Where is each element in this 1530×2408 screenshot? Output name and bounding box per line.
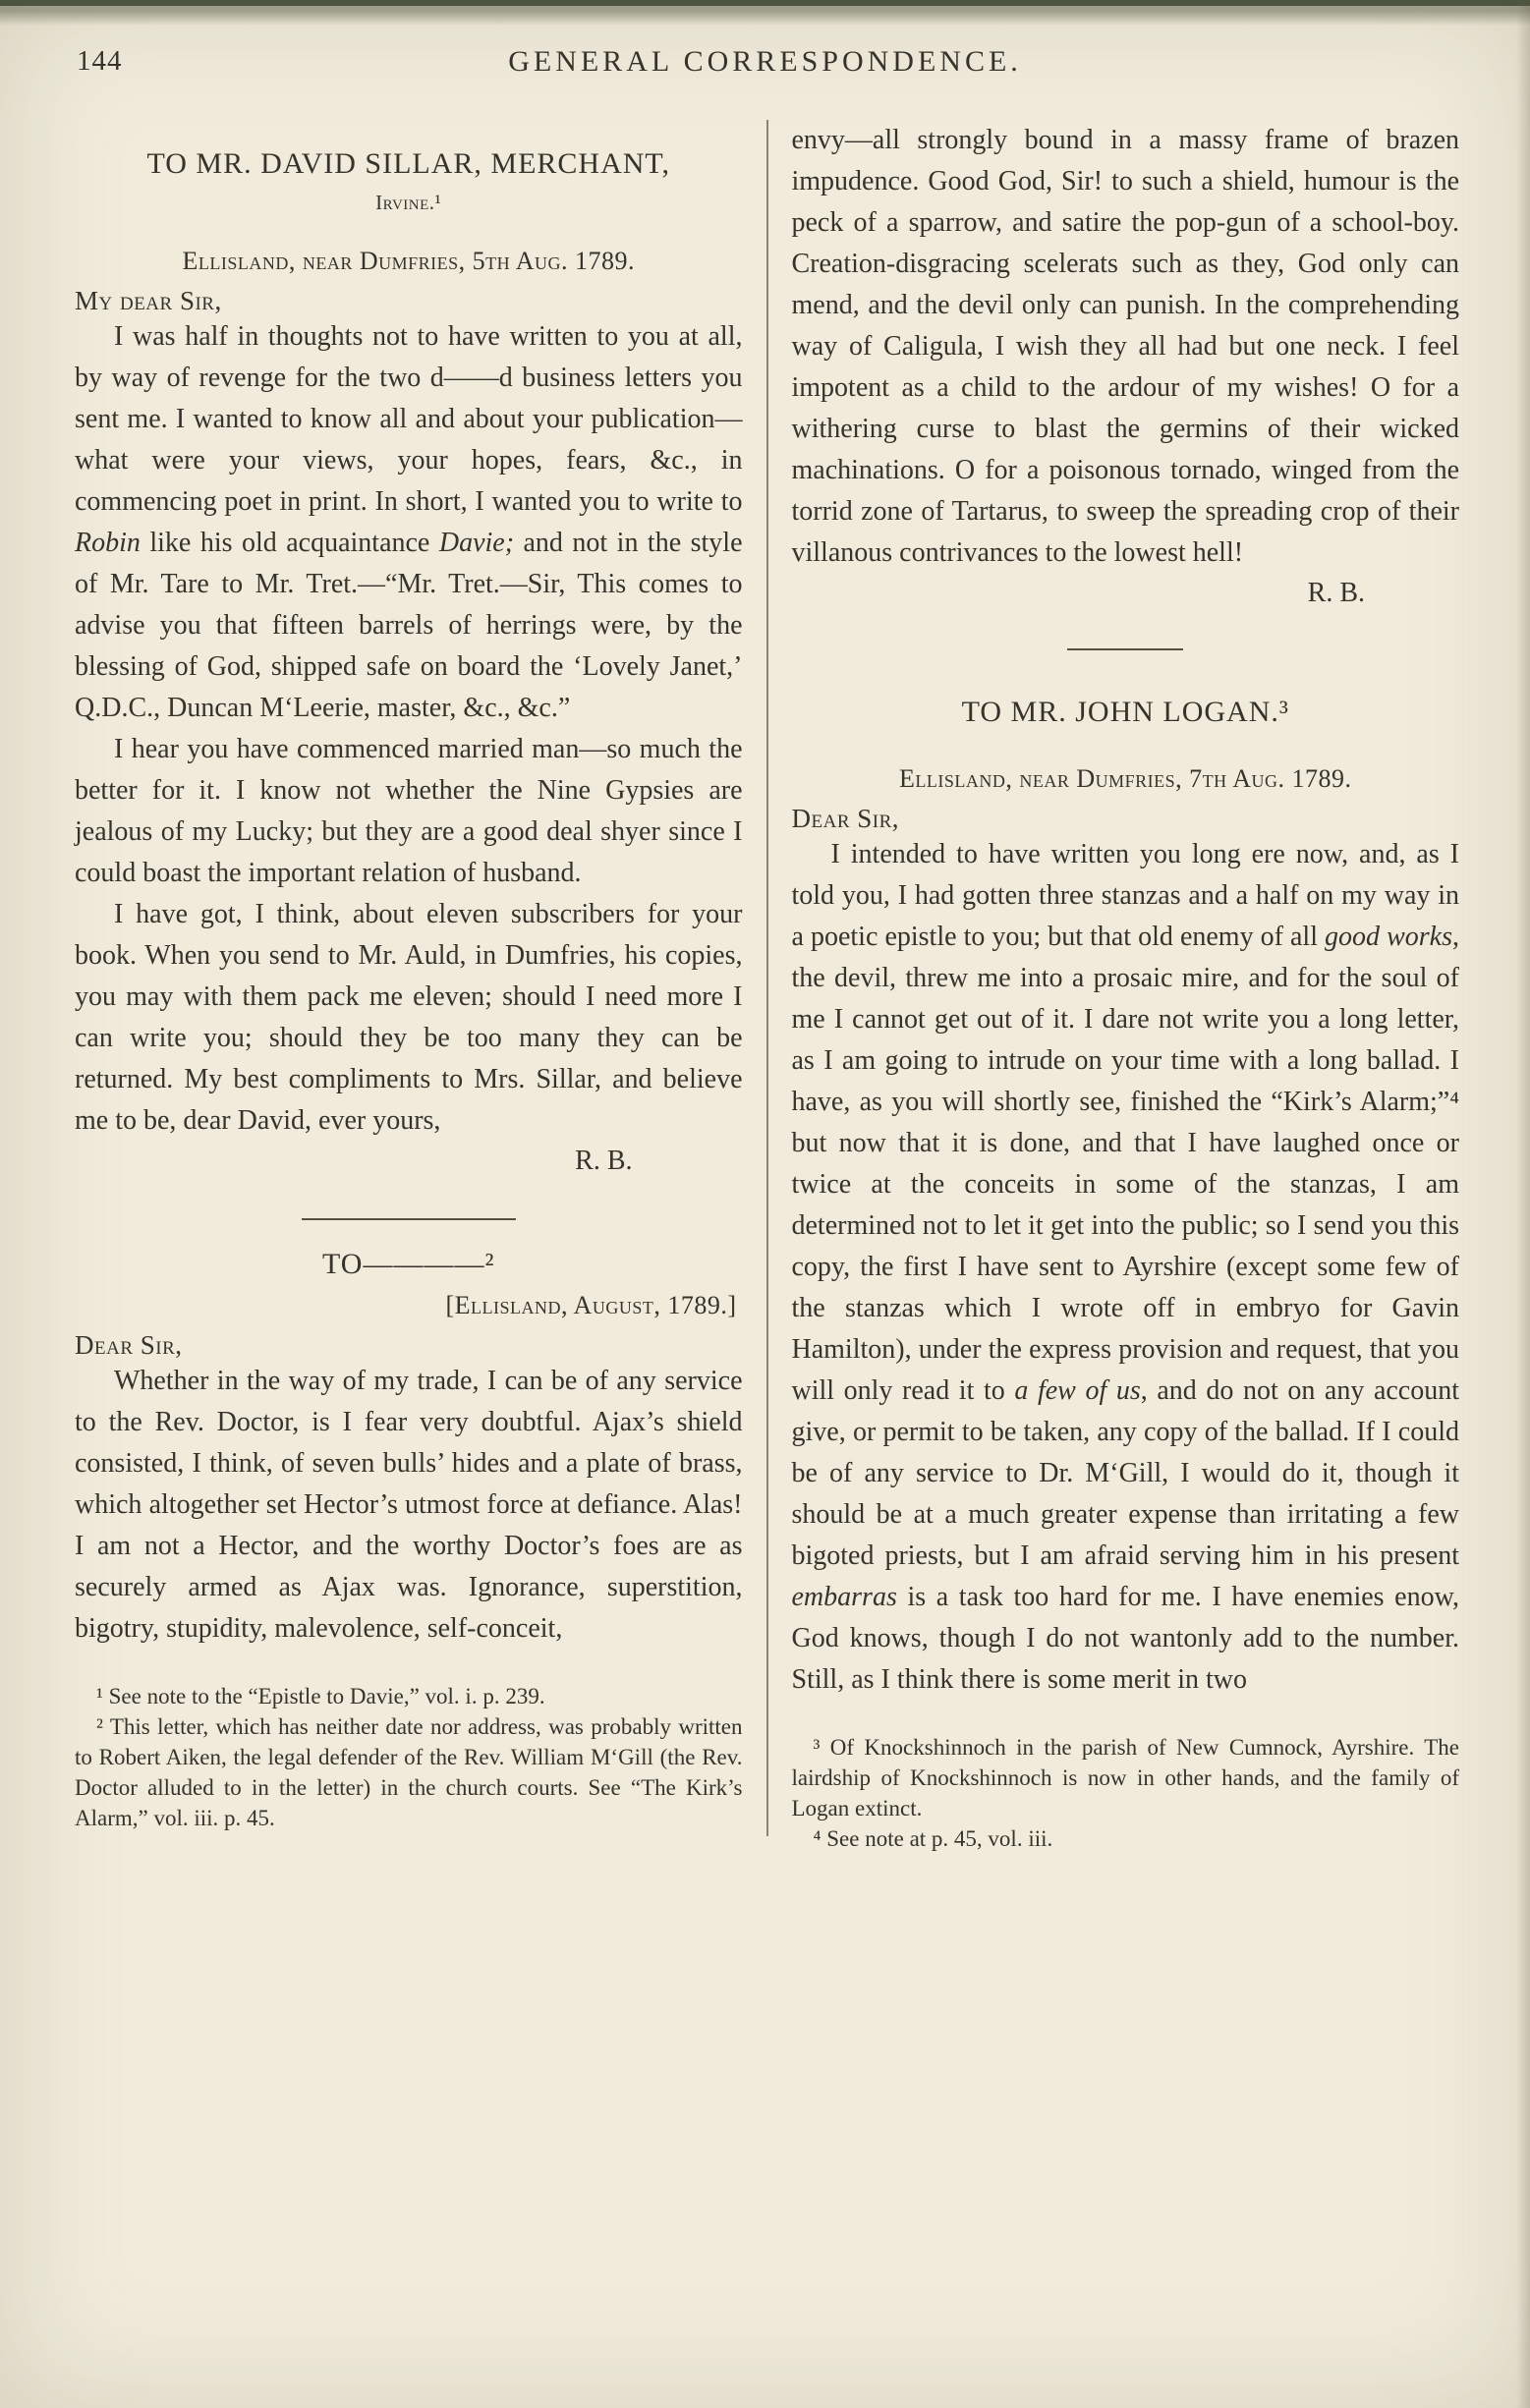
letter2-dateline: [Ellisland, August, 1789.] bbox=[445, 1291, 737, 1319]
letter3-paragraph: I intended to have written you long ere now, and, as I told you, I had gotten three stanzas and a half on my way in a poetic epistle to you; but that old enemy of all good works, the devil, threw me into a prosaic mire, and for the soul of me I cannot get out of it. I dare not write you a long letter, as I am going to intrude on your time with a long ballad. I have, as you will shortly see, finished the “Kirk’s Alarm;”⁴ but now that it is done, and that I have laughed once or twice at the conceits in some of the stanzas, I am determined not to let it get into the public; so I send you this copy, the first I have sent to Ayrshire (except some few of the stanzas which I wrote off in embryo for Gavin Hamilton), under the express provision and request, that you will only read it to a few of us, and do not on any account give, or permit to be taken, any copy of the ballad. If I could be of any service to Dr. M‘Gill, I would do it, though it should be at a much greater expense than irritating a few bigoted priests, but I am afraid serving him in his present embarras is a task too hard for me. I have enemies enow, God knows, though I do not wantonly add to the number. Still, as I think there is some merit in two bbox=[791, 839, 1460, 1695]
footnote-4: ⁴ See note at p. 45, vol. iii. bbox=[813, 1826, 1053, 1851]
letter2-paragraph: Whether in the way of my trade, I can be of any service to the Rev. Doctor, is I fear very doubtful. Ajax’s shield consisted, I think, of seven bulls’ hides and a plate of brass, which altogether set Hector’s utmost force at defiance. Alas! I am not a Hector, and the worthy Doctor’s foes are as securely armed as Ajax was. Ignorance, superstition, bigotry, stupidity, malevolence, self-conceit, bbox=[75, 1366, 743, 1644]
letter1-title: TO MR. DAVID SILLAR, MERCHANT, bbox=[146, 147, 671, 180]
footnote-2: ² This letter, which has neither date nor address, was probably written to Robert Aiken, the legal defender of the Rev. William M‘Gill (the Rev. Doctor alluded to in the letter) in the church courts. See “The Kirk’s Alarm,” vol. iii. p. 45. bbox=[75, 1714, 743, 1830]
footnote-3: ³ Of Knockshinnoch in the parish of New Cumnock, Ayrshire. The lairdship of Knockshinnoch is now in other hands, and the family of Logan extinct. bbox=[791, 1735, 1459, 1820]
two-column-body bbox=[75, 120, 1459, 1854]
letter-divider-rule bbox=[302, 1218, 516, 1220]
letter2-title: TO————² bbox=[322, 1248, 495, 1280]
letter1-dateline: Ellisland, near Dumfries, 5th Aug. 1789. bbox=[182, 247, 635, 275]
letter1-salutation: My dear Sir, bbox=[75, 286, 222, 315]
letter1-paragraph: I was half in thoughts not to have written to you at all, by way of revenge for the two d——d business letters you sent me. I wanted to know all and about your publication—what were your views, your hopes, fears, &c., in commencing poet in print. In short, I wanted you to write to Robin like his old acquaintance Davie; and not in the style of Mr. Tare to Mr. Tret.—“Mr. Tret.—Sir, This comes to advise you that fifteen barrels of herrings were, by the blessing of God, shipped safe on board the ‘Lovely Janet,’ Q.D.C., Duncan M‘Leerie, master, &c., &c.” bbox=[75, 321, 743, 723]
letter3-salutation: Dear Sir, bbox=[791, 804, 900, 833]
letter3-dateline: Ellisland, near Dumfries, 7th Aug. 1789. bbox=[899, 764, 1352, 793]
letter1-paragraph: I have got, I think, about eleven subscribers for your book. When you send to Mr. Auld, in Dumfries, his copies, you may with them pack me eleven; should I need more I can write you; should they be too many they can be returned. My best compliments to Mrs. Sillar, and believe me to be, dear David, ever yours, bbox=[75, 899, 743, 1136]
letter2-signature: R. B. bbox=[1307, 578, 1365, 608]
letter2-continuation-paragraph: envy—all strongly bound in a massy frame of brazen impudence. Good God, Sir! to such a shield, humour is the peck of a sparrow, and satire the pop-gun of a school-boy. Creation-disgracing scelerats such as they, God only can mend, and the devil only can punish. In the comprehending way of Caligula, I wish they all had but one neck. I feel impotent as a child to the ardour of my wishes! O for a withering curse to blast the germins of their wicked machinations. O for a poisonous tornado, winged from the torrid zone of Tartarus, to sweep the spreading crop of their villanous contrivances to the lowest hell! bbox=[791, 125, 1459, 568]
letter-divider-rule bbox=[1067, 648, 1183, 650]
letter3-title: TO MR. JOHN LOGAN.³ bbox=[961, 696, 1289, 728]
letter1-signature: R. B. bbox=[575, 1146, 633, 1176]
right-footnotes bbox=[792, 1732, 1460, 1854]
running-head bbox=[0, 0, 1530, 96]
left-column bbox=[75, 120, 766, 1854]
page-number: 144 bbox=[77, 45, 123, 77]
right-column bbox=[768, 120, 1460, 1854]
letter1-subtitle: Irvine.¹ bbox=[375, 191, 442, 214]
footnote-1: ¹ See note to the “Epistle to Davie,” vol. i. p. 239. bbox=[96, 1684, 545, 1708]
letter2-salutation: Dear Sir, bbox=[75, 1330, 183, 1360]
letter1-paragraph: I hear you have commenced married man—so much the better for it. I know not whether the Nine Gypsies are jealous of my Lucky; but they are a good deal shyer since I could boast the important relation of husband. bbox=[75, 734, 743, 888]
running-title: GENERAL CORRESPONDENCE. bbox=[508, 45, 1022, 78]
left-footnotes bbox=[75, 1681, 743, 1833]
